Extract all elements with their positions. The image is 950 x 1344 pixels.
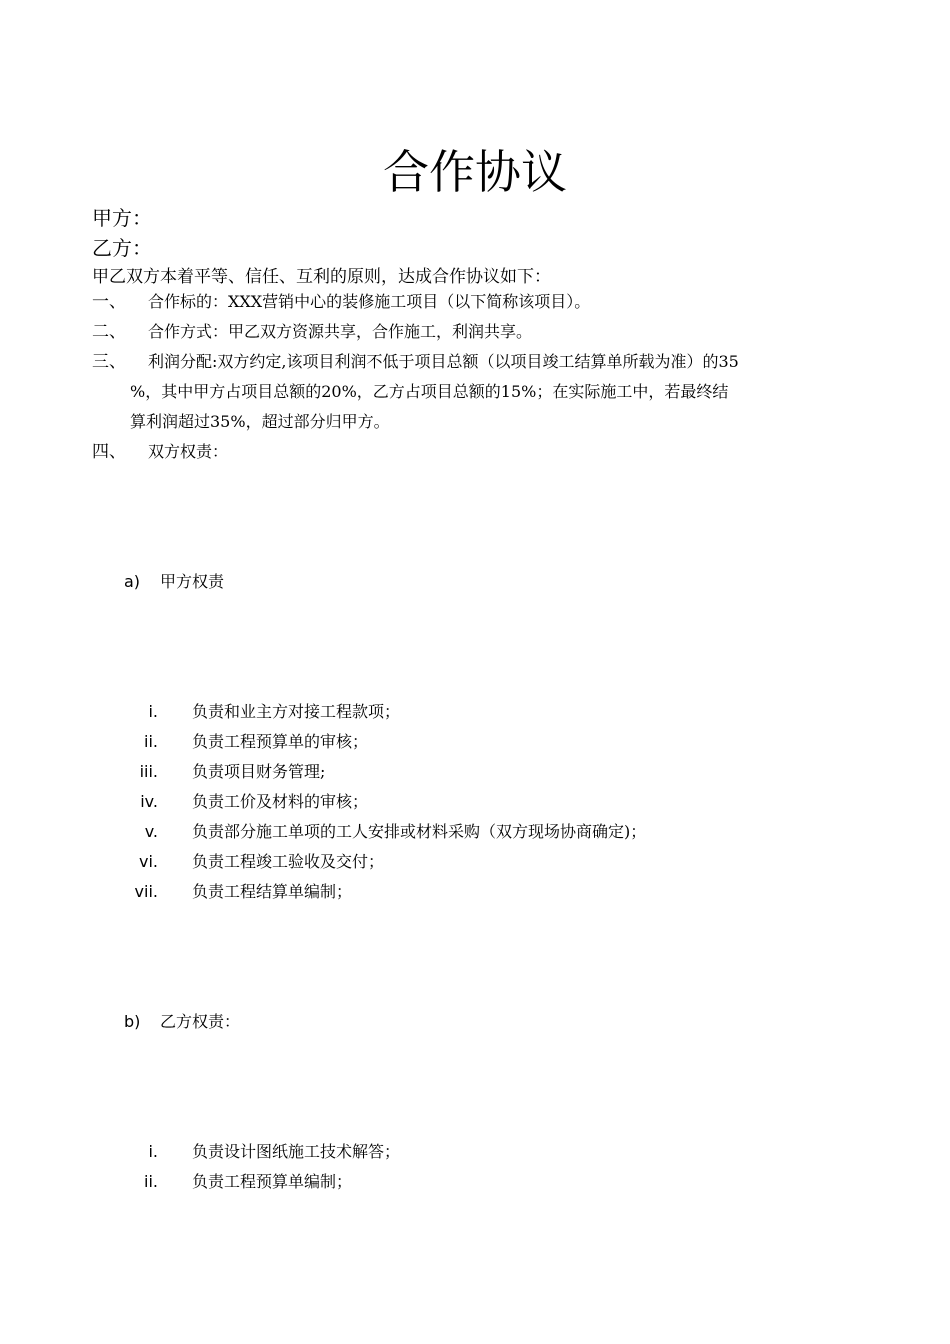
party-a-item-7-text: 负责工程结算单编制； <box>192 882 353 901</box>
party-a-duties-marker: a) <box>124 572 141 591</box>
party-a-item-6-number: vi. <box>139 852 158 871</box>
clause-3-line-3: 算利润超过35%，超过部分归甲方。 <box>130 412 390 431</box>
party-a-item-7-number: vii. <box>134 882 158 901</box>
clause-2-number: 二、 <box>92 322 126 342</box>
party-a-item-4-number: iv. <box>140 792 158 811</box>
party-b-duties-heading: 乙方权责： <box>160 1012 241 1031</box>
clause-4-text: 双方权责： <box>148 442 229 461</box>
party-a-item-1-number: i. <box>148 702 158 721</box>
clause-1-number: 一、 <box>92 292 126 312</box>
party-b-item-2-text: 负责工程预算单编制； <box>192 1172 353 1191</box>
clause-1-text <box>148 288 590 316</box>
party-b-line: 乙方： <box>92 236 152 260</box>
intro-paragraph: 甲乙双方本着平等、信任、互利的原则，达成合作协议如下： <box>92 267 551 287</box>
clause-1-text-part2: 装修施工项目（以下简称该项目）。 <box>342 292 591 311</box>
party-a-item-5-number: v. <box>144 822 158 841</box>
party-b-item-2-number: ii. <box>144 1172 158 1191</box>
clause-3-number: 三、 <box>92 352 126 372</box>
party-b-duties-marker: b) <box>124 1012 141 1031</box>
party-a-item-2-text: 负责工程预算单的审核； <box>192 732 369 751</box>
party-a-item-3-number: iii. <box>139 762 158 781</box>
party-b-item-1-text: 负责设计图纸施工技术解答； <box>192 1142 401 1161</box>
party-b-item-1-number: i. <box>148 1142 158 1161</box>
party-a-item-5-text: 负责部分施工单项的工人安排或材料采购（双方现场协商确定)； <box>192 822 647 841</box>
document-title: 合作协议 <box>383 145 567 199</box>
clause-3-line-1: 利润分配:双方约定,该项目利润不低于项目总额（以项目竣工结算单所载为准）的35 <box>148 352 739 371</box>
party-a-item-1-text: 负责和业主方对接工程款项； <box>192 702 401 721</box>
party-a-line: 甲方： <box>92 206 152 230</box>
clause-1-text-part1: 合作标的：XXX营销中心的 <box>148 292 343 311</box>
party-a-duties-heading: 甲方权责 <box>160 572 225 591</box>
clause-2-text: 合作方式：甲乙双方资源共享，合作施工，利润共享。 <box>148 322 533 341</box>
party-a-item-3-text: 负责项目财务管理; <box>192 762 326 781</box>
clause-3-line-2: %，其中甲方占项目总额的20%，乙方占项目总额的15%；在实际施工中，若最终结 <box>130 382 729 401</box>
clause-4-number: 四、 <box>92 442 126 462</box>
party-a-item-6-text: 负责工程竣工验收及交付； <box>192 852 385 871</box>
party-a-item-4-text: 负责工价及材料的审核； <box>192 792 369 811</box>
party-a-item-2-number: ii. <box>144 732 158 751</box>
